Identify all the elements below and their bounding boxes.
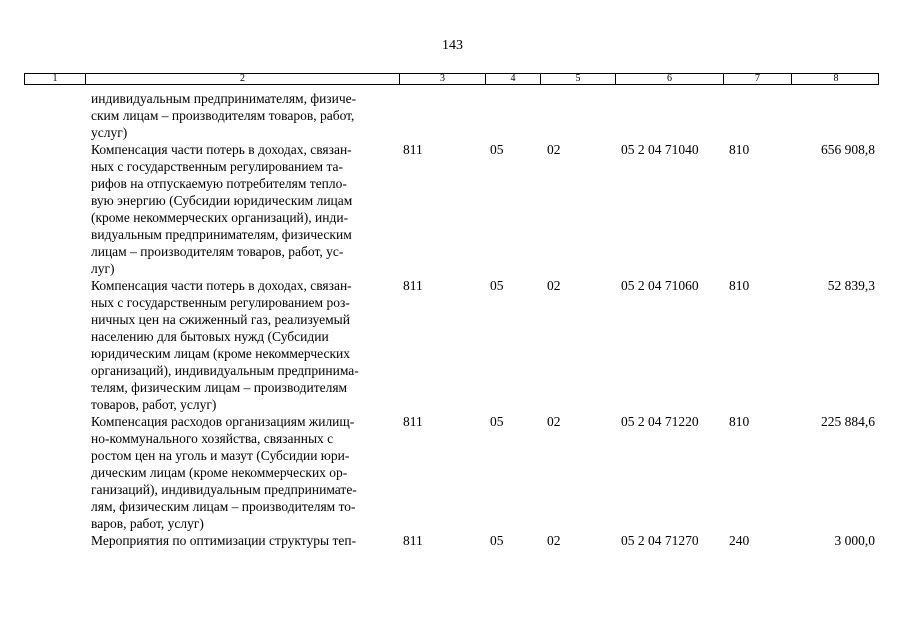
header-col-2: 2 xyxy=(85,74,399,84)
row-admin-code: 811 xyxy=(403,142,423,157)
row-target-article: 05 2 04 71220 xyxy=(621,414,699,429)
row-expense-type: 810 xyxy=(729,278,750,293)
table-body xyxy=(0,90,905,549)
row-description: Компенсация расходов организациям жилищ- но-коммунального хозяйства, связанных с ростом цен на уголь и мазут (Субсидии юри- дическим лицам (кроме некоммерческих ор- ганизаций), индивидуальным предпринимате- лям, физическим лицам – производителям то- варов, работ, услуг) xyxy=(91,414,357,531)
row-expense-type: 240 xyxy=(729,533,750,548)
row-amount: 656 908,8 xyxy=(821,142,875,157)
header-col-6: 6 xyxy=(615,74,723,84)
header-col-4: 4 xyxy=(485,74,540,84)
table-row xyxy=(0,277,905,413)
table-row xyxy=(0,532,905,549)
table-row xyxy=(0,413,905,532)
row-amount: 52 839,3 xyxy=(827,278,875,293)
row-admin-code: 811 xyxy=(403,278,423,293)
row-target-article: 05 2 04 71270 xyxy=(621,533,699,548)
row-expense-type: 810 xyxy=(729,414,750,429)
row-amount: 225 884,6 xyxy=(821,414,875,429)
row-expense-type: 810 xyxy=(729,142,750,157)
row-section: 05 xyxy=(490,533,504,548)
row-amount: 3 000,0 xyxy=(834,533,875,548)
table-row xyxy=(0,141,905,277)
header-col-1: 1 xyxy=(52,73,58,84)
row-section: 05 xyxy=(490,414,504,429)
header-col-5: 5 xyxy=(540,74,615,84)
row-subsection: 02 xyxy=(547,278,561,293)
row-section: 05 xyxy=(490,142,504,157)
row-subsection: 02 xyxy=(547,414,561,429)
table-header-row xyxy=(24,73,879,85)
row-subsection: 02 xyxy=(547,533,561,548)
row-admin-code: 811 xyxy=(403,414,423,429)
header-col-3: 3 xyxy=(399,74,485,84)
row-description: Компенсация части потерь в доходах, связан- ных с государственным регулированием та- рифов на отпускаемую потребителям тепло- вую энергию (Субсидии юридическим лицам (кроме некоммерческих организаций), инди- видуальным предпринимателям, физическим лицам – производителям товаров, работ, ус- луг) xyxy=(91,142,353,276)
page-number: 143 xyxy=(442,38,463,53)
header-col-8: 8 xyxy=(791,74,880,84)
row-subsection: 02 xyxy=(547,142,561,157)
table-row xyxy=(0,90,905,141)
header-col-7: 7 xyxy=(723,74,791,84)
row-description: индивидуальным предпринимателям, физиче- ским лицам – производителям товаров, работ, услуг) xyxy=(91,91,357,140)
row-admin-code: 811 xyxy=(403,533,423,548)
row-section: 05 xyxy=(490,278,504,293)
row-target-article: 05 2 04 71040 xyxy=(621,142,699,157)
row-description: Компенсация части потерь в доходах, связан- ных с государственным регулированием роз- ничных цен на сжиженный газ, реализуемый населению для бытовых нужд (Субсидии юридическим лицам (кроме некоммерческих организаций), индивидуальным предпринима- телям, физическим лицам – производителям товаров, работ, услуг) xyxy=(91,278,359,412)
row-description: Мероприятия по оптимизации структуры теп- xyxy=(91,533,357,548)
row-target-article: 05 2 04 71060 xyxy=(621,278,699,293)
